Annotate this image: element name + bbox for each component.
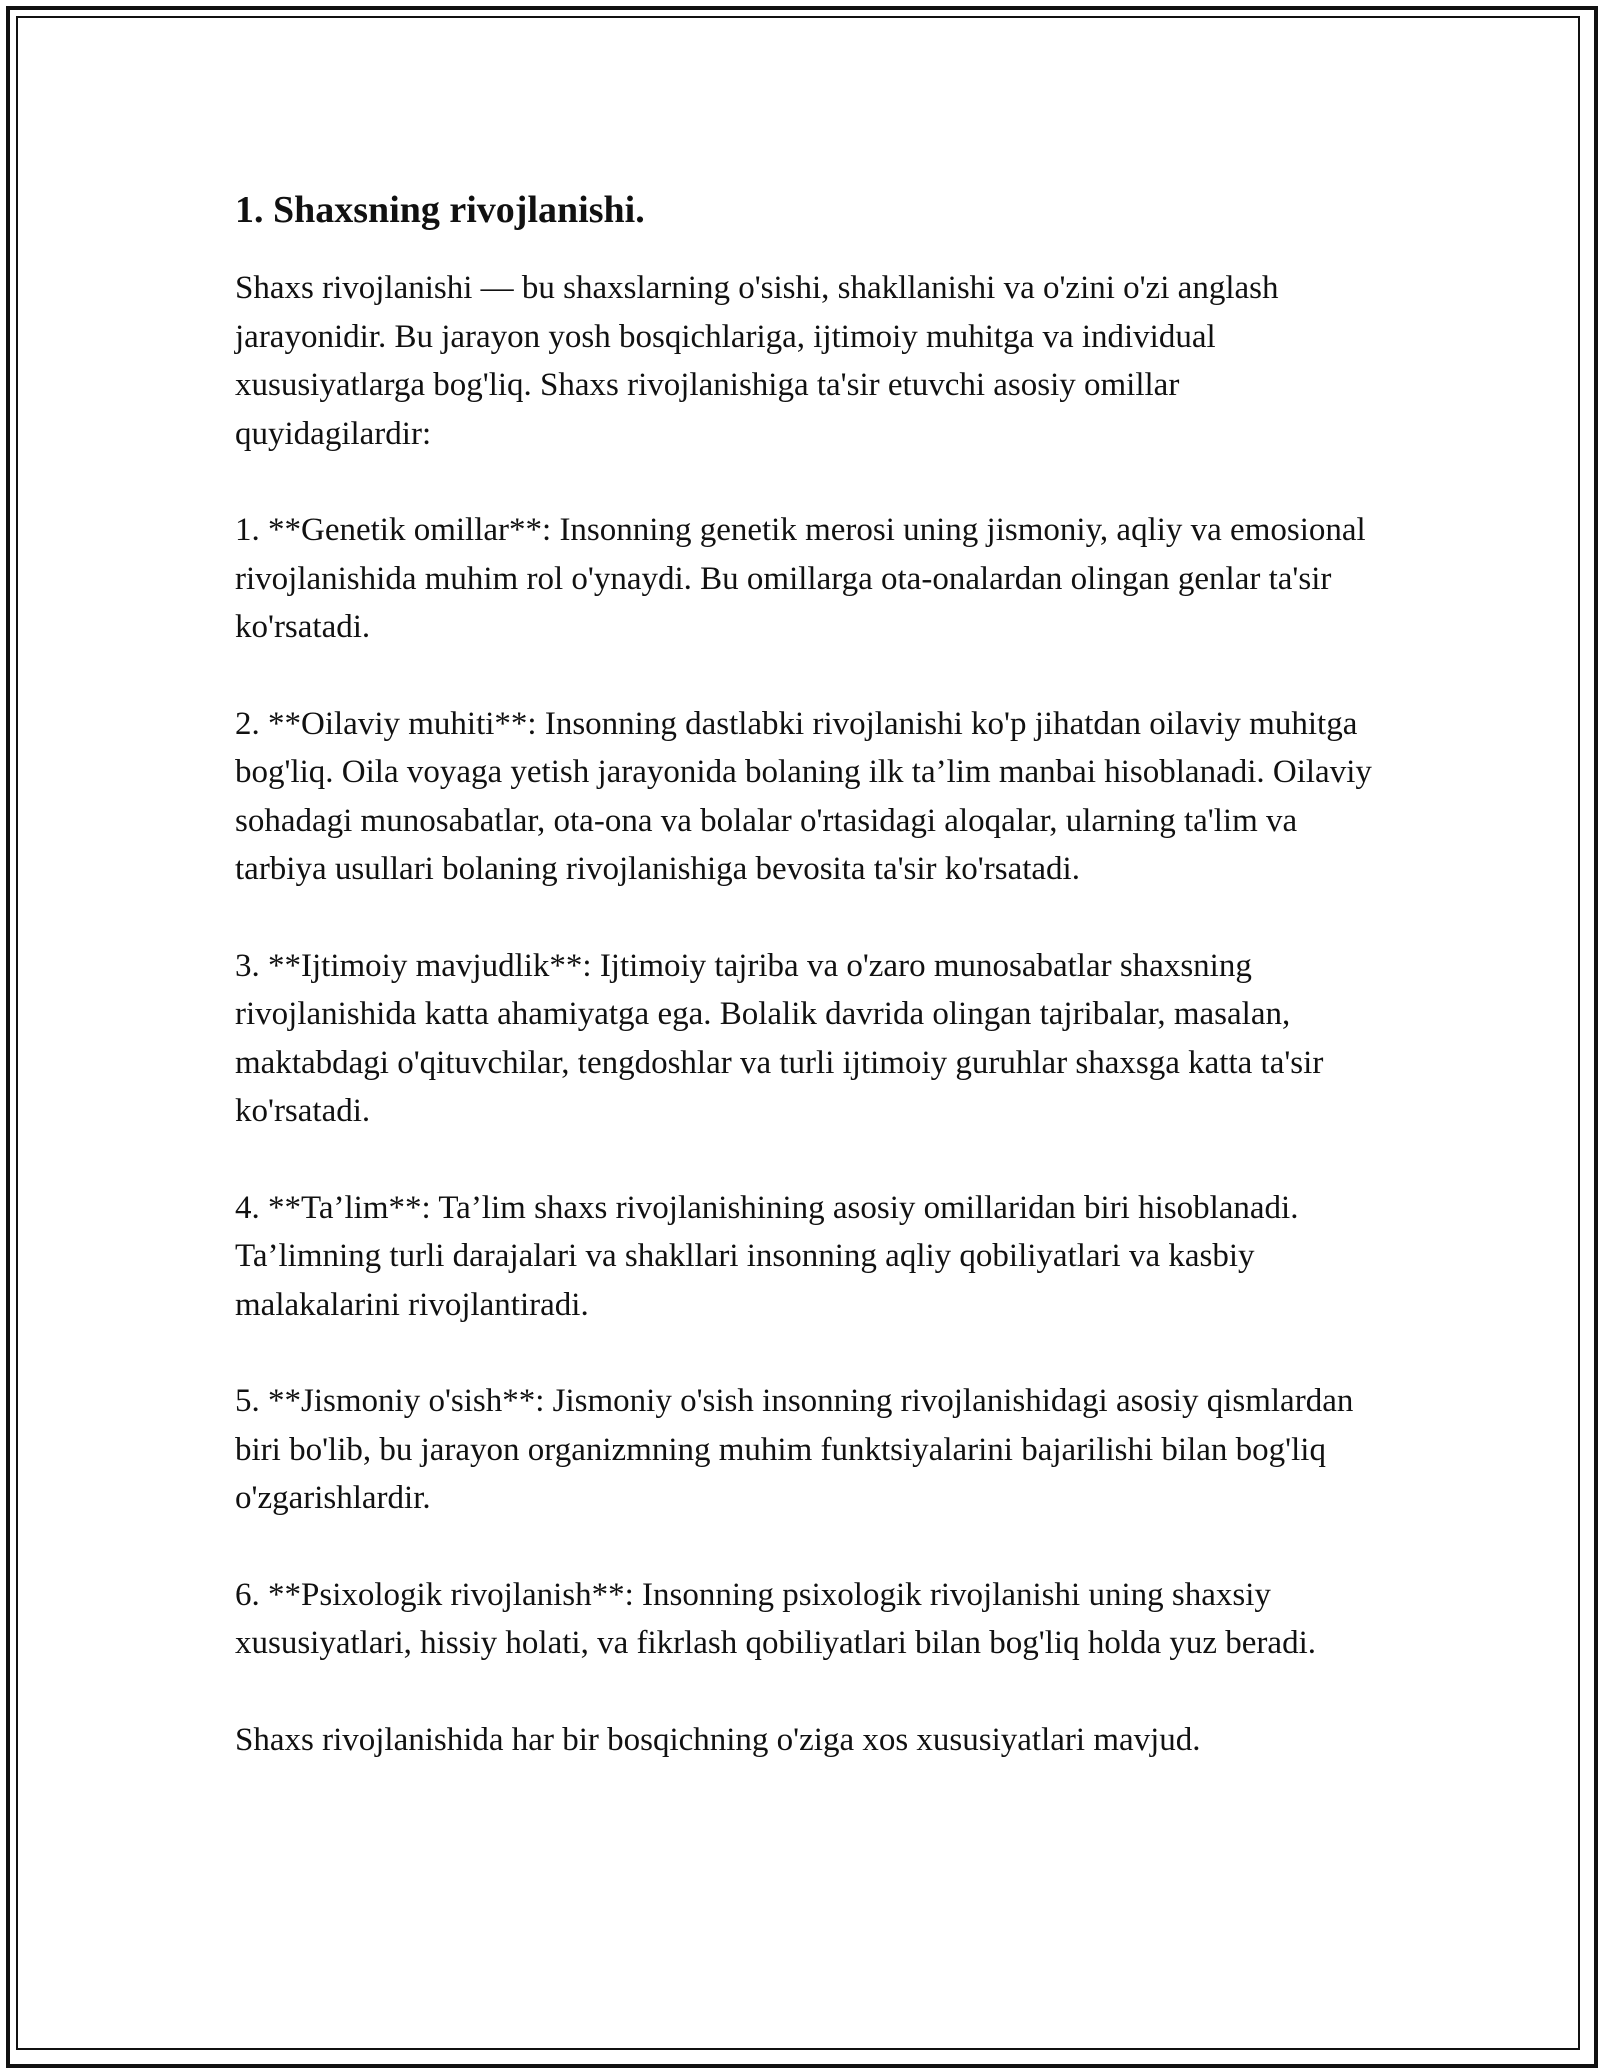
paragraph-family-environment: 2. **Oilaviy muhiti**: Insonning dastlabki rivojlanishi ko'p jihatdan oilaviy muhitga bog'liq. Oila voyaga yetish jarayonida bolaning ilk ta’lim manbai hisoblanadi. Oilaviy sohadagi munosabatlar, ota-ona va bolalar o'rtasidagi aloqalar, ularning ta'lim va tarbiya usullari bolaning rivojlanishiga bevosita ta'sir ko'rsatadi.: [235, 705, 1372, 887]
document-title: 1. Shaxsning rivojlanishi.: [235, 189, 645, 231]
paragraph-physical-growth: 5. **Jismoniy o'sish**: Jismoniy o'sish insonning rivojlanishidagi asosiy qismlardan biri bo'lib, bu jarayon organizmning muhim funktsiyalarini bajarilishi bilan bog'liq o'zgarishlardir.: [235, 1383, 1354, 1516]
paragraph-genetic-factors: 1. **Genetik omillar**: Insonning genetik merosi uning jismoniy, aqliy va emosional rivojlanishida muhim rol o'ynaydi. Bu omillarga ota-onalardan olingan genlar ta'sir ko'rsatadi.: [235, 512, 1366, 645]
paragraph-social-existence: 3. **Ijtimoiy mavjudlik**: Ijtimoiy tajriba va o'zaro munosabatlar shaxsning rivojlanishida katta ahamiyatga ega. Bolalik davrida olingan tajribalar, masalan, maktabdagi o'qituvchilar, tengdoshlar va turli ijtimoiy guruhlar shaxsga katta ta'sir ko'rsatadi.: [235, 947, 1324, 1129]
paragraph-psychological-development: 6. **Psixologik rivojlanish**: Insonning psixologik rivojlanishi uning shaxsiy xususiyatlari, hissiy holati, va fikrlash qobiliyatlari bilan bog'liq holda yuz beradi.: [235, 1576, 1316, 1661]
conclusion-paragraph: Shaxs rivojlanishida har bir bosqichning o'ziga xos xususiyatlari mavjud.: [235, 1721, 1201, 1758]
document-body: [235, 186, 1375, 1764]
intro-paragraph: Shaxs rivojlanishi — bu shaxslarning o'sishi, shakllanishi va o'zini o'zi anglash jarayonidir. Bu jarayon yosh bosqichlariga, ijtimoiy muhitga va individual xususiyatlarga bog'liq. Shaxs rivojlanishiga ta'sir etuvchi asosiy omillar quyidagilardir:: [235, 270, 1279, 452]
paragraph-education: 4. **Ta’lim**: Ta’lim shaxs rivojlanishining asosiy omillaridan biri hisoblanadi. Ta’limning turli darajalari va shakllari insonning aqliy qobiliyatlari va kasbiy malakalarini rivojlantiradi.: [235, 1189, 1299, 1323]
